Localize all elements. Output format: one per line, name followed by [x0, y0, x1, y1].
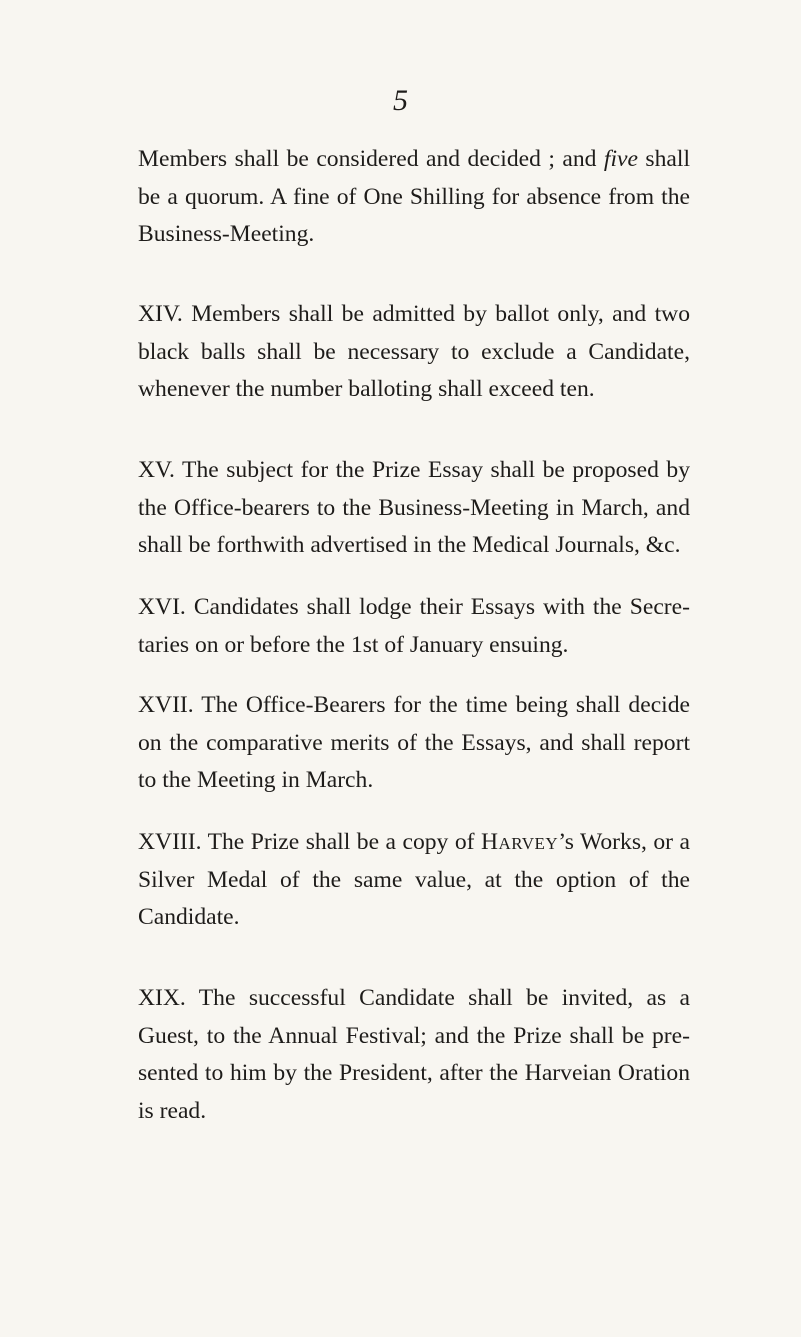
small-caps-name: Harvey — [480, 829, 559, 855]
paragraph-text: XVIII. The Prize shall be a copy of — [138, 829, 481, 855]
paragraph-rule-xvii: XVII. The Office-Bearers for the time being shall decide on the comparative merits of the Essays, and shall report to the Meeting in March. — [138, 692, 690, 793]
paragraph-text: ’s Works, or a Silver Medal of the same value, at the option of the Candidate. — [138, 829, 690, 930]
paragraph-text: shall be a quorum. A fine of One Shilling for absence from the Business-Meeting. — [138, 146, 690, 247]
emphasis-text: five — [603, 146, 638, 172]
paragraph-rule-xvi: XVI. Candidates shall lodge their Essays with the Secretaries on or before the 1st of January ensuing. — [138, 594, 690, 658]
paragraph-continuation — [138, 141, 690, 254]
paragraph-rule-xviii — [138, 824, 690, 937]
page-number: 5 — [393, 84, 408, 117]
paragraph-rule-xix: XIX. The successful Candidate shall be invited, as a Guest, to the Annual Festival; and the Prize shall be presented to him by the President, after the Harveian Oration is read. — [138, 985, 690, 1124]
paragraph-rule-xiv: XIV. Members shall be admitted by ballot only, and two black balls shall be necessary to exclude a Candidate, whenever the number balloting shall exceed ten. — [138, 301, 690, 402]
paragraph-rule-xv: XV. The subject for the Prize Essay shall be proposed by the Office-bearers to the Business-Meeting in March, and shall be forthwith advertised in the Medical Journals, &c. — [138, 457, 690, 558]
paragraph-text: Members shall be considered and decided ; and — [138, 146, 604, 172]
